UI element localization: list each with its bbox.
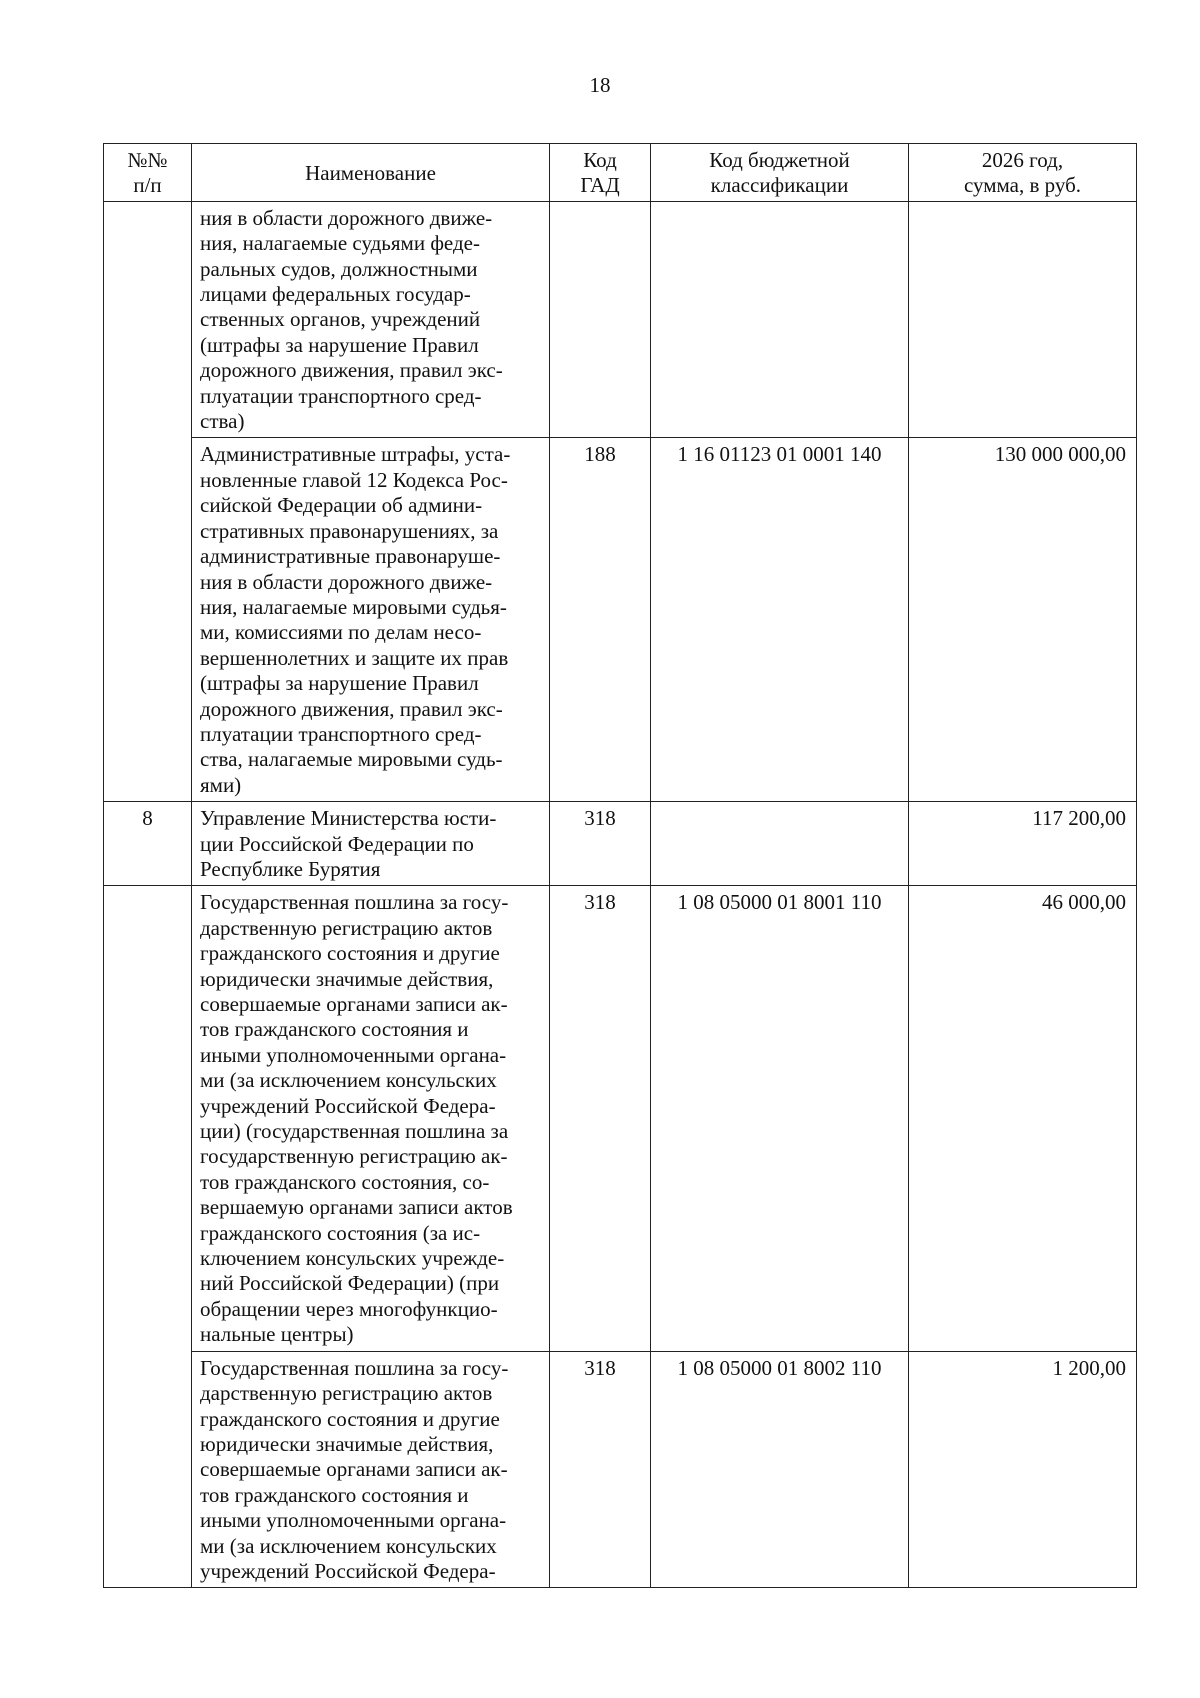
row-kbk-cell: 1 08 05000 01 8002 110 — [651, 1351, 909, 1588]
header-budget-classification — [651, 144, 909, 202]
header-amount-line1: 2026 год, — [981, 148, 1064, 172]
header-amount-line2: сумма, в руб. — [963, 173, 1082, 198]
table-row — [104, 201, 1137, 438]
row-kbk-cell — [651, 201, 909, 438]
row-gad-cell: 318 — [550, 802, 651, 886]
table-body — [104, 201, 1137, 1588]
row-number-cell — [104, 201, 192, 801]
row-name-text: Административные штрафы, уста- новленные главой 12 Кодекса Рос- сийской Федерации об админи- стративных правонарушениях, за административные правонаруше- ния в области дорожного движе- ния, налагаемые мировыми судья- ми, комиссиями по делам несо- вершеннолетних и защите их прав (штрафы за нарушение Правил дорожного движения, правил экс- плуатации транспортного сред- ства, налагаемые мировыми судь- ями) — [200, 442, 511, 797]
row-kbk-cell — [651, 802, 909, 886]
header-gad-line2: ГАД — [580, 173, 620, 198]
header-kbk-line2: классификации — [710, 173, 849, 198]
row-gad-cell: 318 — [550, 886, 651, 1351]
row-amount-cell: 117 200,00 — [909, 802, 1137, 886]
table-header — [104, 144, 1137, 202]
table-row — [104, 438, 1137, 802]
header-row-number — [104, 144, 192, 202]
row-name-cell — [192, 438, 550, 802]
table-row — [104, 886, 1137, 1351]
row-number-cell: 8 — [104, 802, 192, 886]
header-gad-line1: Код — [583, 148, 617, 172]
header-amount — [909, 144, 1137, 202]
row-name-cell — [192, 886, 550, 1351]
row-amount-cell: 130 000 000,00 — [909, 438, 1137, 802]
header-gad-code — [550, 144, 651, 202]
header-name — [192, 144, 550, 202]
row-name-cell — [192, 201, 550, 438]
table-row — [104, 802, 1137, 886]
row-gad-cell: 188 — [550, 438, 651, 802]
header-number-line2: п/п — [133, 173, 162, 198]
row-name-text: Государственная пошлина за госу- дарственную регистрацию актов гражданского состояния и другие юридически значимые действия, совершаемые органами записи ак- тов гражданского состояния и иными уполномоченными органа- ми (за исключением консульских учреждений Российской Федера- — [200, 1355, 509, 1583]
row-amount-cell — [909, 201, 1137, 438]
row-gad-cell: 318 — [550, 1351, 651, 1588]
row-name-cell — [192, 802, 550, 886]
row-name-text: Управление Министерства юсти- ции Российской Федерации по Республике Бурятия — [200, 806, 497, 881]
header-kbk-line1: Код бюджетной — [709, 148, 850, 172]
row-amount-cell: 46 000,00 — [909, 886, 1137, 1351]
row-name-text: Государственная пошлина за госу- дарственную регистрацию актов гражданского состояния и другие юридически значимые действия, совершаемые органами записи ак- тов гражданского состояния и иными уполномоченными органа- ми (за исключением консульских учреждений Российской Федера- ции) (государственная пошлина за государственную регистрацию ак- тов гражданского состояния, со- вершаемую органами записи актов гражданского состояния (за ис- ключением консульских учрежде- ний Российской Федерации) (при обращении через многофункцио- нальные центры) — [200, 890, 513, 1347]
row-kbk-cell: 1 16 01123 01 0001 140 — [651, 438, 909, 802]
page-number: 18 — [589, 73, 611, 97]
table-row — [104, 1351, 1137, 1588]
row-name-cell — [192, 1351, 550, 1588]
header-row — [104, 144, 1137, 202]
row-number-cell — [104, 886, 192, 1588]
row-gad-cell — [550, 201, 651, 438]
row-amount-cell: 1 200,00 — [909, 1351, 1137, 1588]
header-name-text: Наименование — [305, 160, 436, 185]
row-kbk-cell: 1 08 05000 01 8001 110 — [651, 886, 909, 1351]
row-name-text: ния в области дорожного движе- ния, налагаемые судьями феде- ральных судов, должностными лицами федеральных государ- ственных органов, учреждений (штрафы за нарушение Правил дорожного движения, правил экс- плуатации транспортного сред- ства) — [200, 205, 503, 434]
budget-revenue-table — [103, 143, 1137, 1588]
header-number-line1: №№ — [127, 148, 168, 172]
